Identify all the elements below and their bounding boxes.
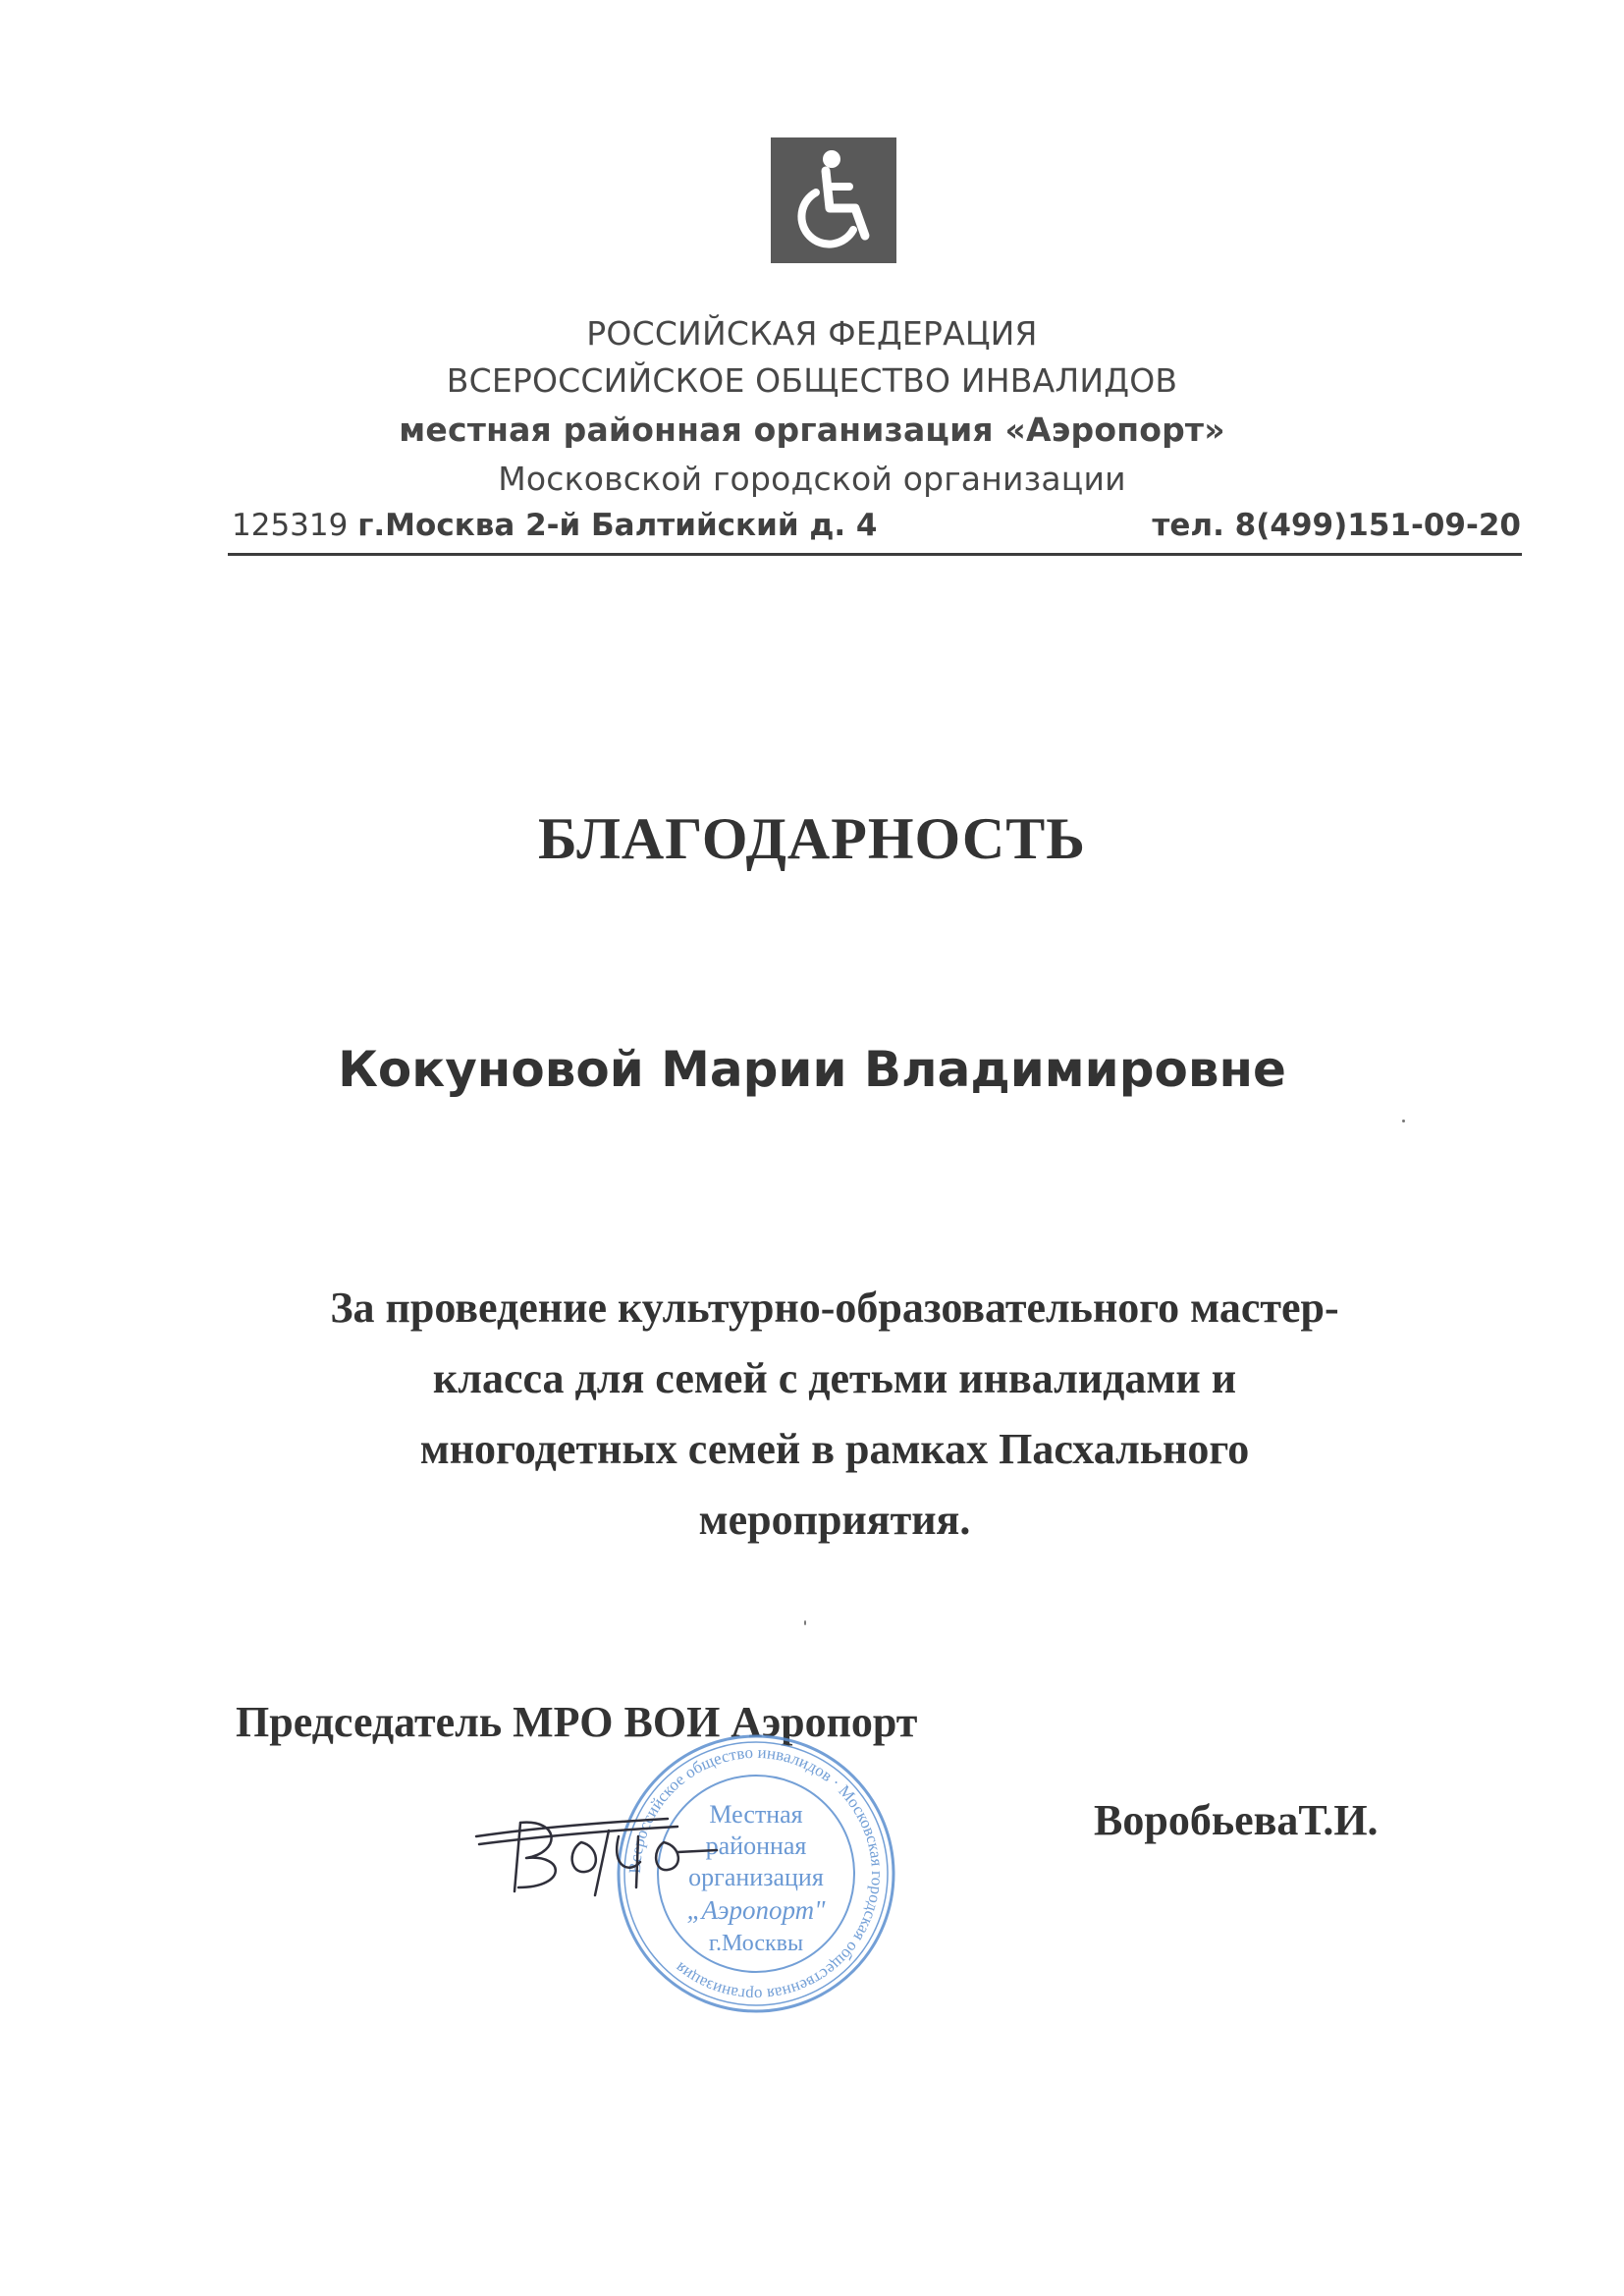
signatory-position: Председатель МРО ВОИ Аэропорт	[236, 1698, 918, 1746]
header-society: ВСЕРОССИЙСКОЕ ОБЩЕСТВО ИНВАЛИДОВ	[446, 361, 1178, 400]
header-parent-organization: Московской городской организации	[498, 460, 1126, 498]
svg-text:г.Москвы: г.Москвы	[708, 1931, 804, 1956]
scan-speck	[1402, 1120, 1405, 1122]
svg-text:районная: районная	[705, 1831, 807, 1860]
header-street-address: г.Москва 2-й Балтийский д. 4	[357, 508, 878, 543]
header-organization: местная районная организация «Аэропорт»	[399, 410, 1225, 449]
handwritten-signature	[471, 1793, 727, 1901]
reason-line: класса для семей с детьми инвалидами и	[432, 1354, 1237, 1402]
reason-line: За проведение культурно-образовательного мастер-	[330, 1284, 1339, 1332]
svg-text:„Аэропорт": „Аэропорт"	[686, 1895, 826, 1925]
reason-line: многодетных семей в рамках Пасхального	[419, 1425, 1250, 1473]
reason-line: мероприятия.	[698, 1496, 971, 1544]
svg-text:организация: организация	[688, 1863, 824, 1891]
document-title: БЛАГОДАРНОСТЬ	[538, 806, 1086, 871]
scan-speck	[804, 1620, 806, 1625]
header-divider	[228, 553, 1522, 556]
recipient-name: Кокуновой Марии Владимировне	[338, 1041, 1286, 1098]
header-postcode: 125319	[232, 508, 349, 543]
svg-text:Местная: Местная	[709, 1800, 803, 1829]
header-address	[232, 508, 878, 543]
reason-text	[255, 1273, 1414, 1556]
header-phone: тел. 8(499)151-09-20	[1152, 508, 1521, 543]
signatory-name: ВоробьеваТ.И.	[1094, 1796, 1379, 1844]
header-country: РОССИЙСКАЯ ФЕДЕРАЦИЯ	[586, 314, 1038, 353]
svg-text:Всероссийское общество инвалид: Всероссийское общество инвалидов · Московская городская общественная организация	[624, 1742, 888, 2005]
wheelchair-logo-icon	[771, 137, 896, 263]
